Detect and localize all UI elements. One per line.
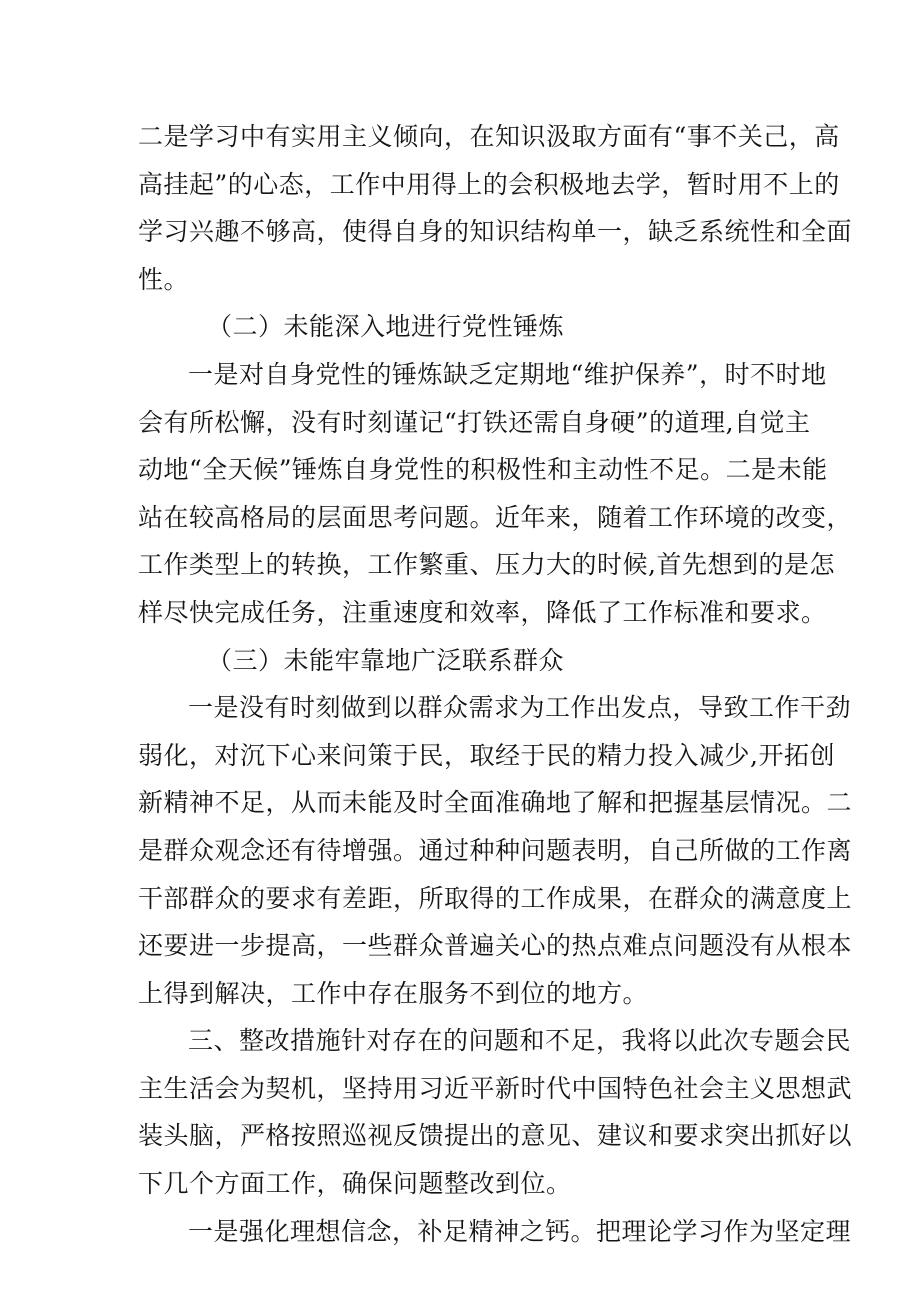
text-line: 样尽快完成任务，注重速度和效率，降低了工作标准和要求。 xyxy=(138,597,827,627)
text-line: 学习兴趣不够高，使得自身的知识结构单一，缺乏系统性和全面 xyxy=(138,217,853,247)
document-body xyxy=(138,113,853,1255)
text-line: 下几个方面工作，确保问题整改到位。 xyxy=(138,1169,572,1199)
text-line: 新精神不足，从而未能及时全面准确地了解和把握基层情况。二 xyxy=(138,788,853,818)
section-heading-paragraph: 三、整改措施针对存在的问题和不足，我将以此次专题会民 xyxy=(188,1026,852,1056)
text-line: 站在较高格局的层面思考问题。近年来，随着工作环境的改变， xyxy=(138,502,853,532)
text-line: 性。 xyxy=(138,264,190,294)
text-line: 高挂起”的心态，工作中用得上的会积极地去学，暂时用不上的 xyxy=(138,169,840,199)
section-heading: （二）未能深入地进行党性锤炼 xyxy=(207,312,565,342)
text-line: 是群众观念还有待增强。通过种种问题表明，自己所做的工作离 xyxy=(138,835,853,865)
text-line: 一是对自身党性的锤炼缺乏定期地“维护保养”，时不时地 xyxy=(188,359,827,389)
text-line: 一是强化理想信念，补足精神之钙。把理论学习作为坚定理 xyxy=(188,1216,852,1246)
text-line: 会有所松懈，没有时刻谨记“打铁还需自身硬”的道理,自觉主 xyxy=(138,407,811,437)
text-line: 装头脑，严格按照巡视反馈提出的意见、建议和要求突出抓好以 xyxy=(138,1121,853,1151)
text-line: 干部群众的要求有差距，所取得的工作成果，在群众的满意度上 xyxy=(138,883,853,913)
text-line: 还要进一步提高，一些群众普遍关心的热点难点问题没有从根本 xyxy=(138,931,853,961)
text-line: 二是学习中有实用主义倾向，在知识汲取方面有“事不关己，高 xyxy=(138,122,840,151)
text-line: 动地“全天候”锤炼自身党性的积极性和主动性不足。二是未能 xyxy=(138,455,828,485)
text-line: 一是没有时刻做到以群众需求为工作出发点，导致工作干劲 xyxy=(188,693,852,723)
section-heading: （三）未能牢靠地广泛联系群众 xyxy=(207,645,565,675)
text-line: 主生活会为契机，坚持用习近平新时代中国特色社会主义思想武 xyxy=(138,1073,853,1103)
text-line: 弱化，对沉下心来问策于民，取经于民的精力投入减少,开拓创 xyxy=(138,740,835,770)
text-line: 工作类型上的转换，工作繁重、压力大的时候,首先想到的是怎 xyxy=(138,550,835,580)
text-line: 上得到解决，工作中存在服务不到位的地方。 xyxy=(138,978,649,1008)
